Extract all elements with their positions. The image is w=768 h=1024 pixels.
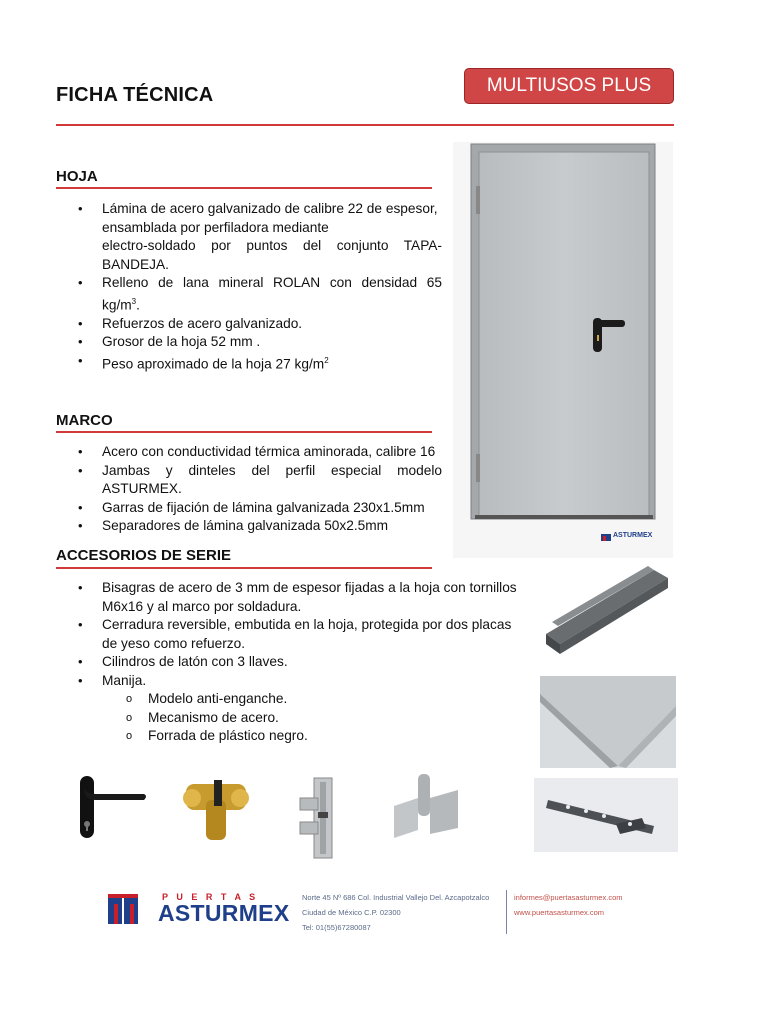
company-logo: [108, 892, 298, 926]
accesorios-list: [56, 579, 530, 746]
list-item: • Jambas y dinteles del perfil especial modelo ASTURMEX.: [56, 462, 442, 499]
header-divider: [56, 124, 674, 126]
list-item: • Peso aproximado de la hoja 27 $kg/m^2$: [56, 352, 442, 374]
anchor-strap-photo: [534, 778, 678, 852]
cylinder-photo: [176, 770, 256, 852]
footer-contact: [514, 890, 622, 920]
list-item: • Acero con conductividad térmica aminorada, calibre 16: [56, 443, 442, 462]
list-item: • Grosor de la hoja 52 mm .: [56, 333, 442, 352]
section-heading-marco: MARCO: [56, 412, 113, 429]
handle-photo: [74, 770, 152, 842]
hinge-photo: [384, 768, 466, 844]
frame-profile-photo: [538, 562, 674, 662]
sub-list-item: o Mecanismo de acero.: [102, 709, 530, 728]
door-caption: ASTURMEX: [613, 532, 653, 539]
list-item: • Cerradura reversible, embutida en la hoja, protegida por dos placas de yeso como refuerzo.: [56, 616, 530, 653]
page-title: FICHA TÉCNICA: [56, 84, 214, 106]
hoja-list: [56, 200, 442, 374]
list-item: • Cilindros de latón con 3 llaves.: [56, 653, 530, 672]
section-heading-hoja: HOJA: [56, 168, 98, 185]
list-item: • Garras de fijación de lámina galvanizada 230x1.5mm: [56, 499, 442, 518]
footer-address: Norte 45 Nº 686 Col. Industrial Vallejo Del. Azcapotzalco Ciudad de México C.P. 02300 Tel: 01(55)67280087: [302, 893, 490, 932]
section-divider-marco: [56, 431, 432, 433]
door-photo: [453, 142, 673, 558]
panel-corner-photo: [540, 676, 676, 768]
section-divider-hoja: [56, 187, 432, 189]
logo-wordmark: ASTURMEX: [158, 900, 290, 926]
email-link[interactable]: informes@puertasasturmex.com: [514, 893, 623, 902]
list-item: • Manija. o Modelo anti-enganche. o Mecanismo de acero. o Forrada de plástico negro.: [56, 672, 530, 746]
model-badge: MULTIUSOS PLUS: [464, 68, 674, 104]
website-link[interactable]: www.puertasasturmex.com: [514, 908, 605, 917]
list-item: • Lámina de acero galvanizado de calibre 22 de espesor, ensamblada por perfiladora mediante electro-soldado por puntos del conjunto TAPA- BANDEJA.: [56, 200, 442, 274]
sub-list-item: o Forrada de plástico negro.: [102, 727, 530, 746]
list-item: • Relleno de lana mineral ROLAN con densidad 65 $kg/m^3$.: [56, 274, 442, 315]
sub-list-item: o Modelo anti-enganche.: [102, 690, 530, 709]
section-divider-accesorios: [56, 567, 432, 569]
lock-photo: [280, 768, 356, 862]
marco-list: [56, 443, 442, 536]
list-item: • Bisagras de acero de 3 mm de espesor fijadas a la hoja con tornillos M6x16 y al marco por soldadura.: [56, 579, 530, 616]
logo-tagline: P U E R T A S: [162, 892, 259, 902]
asturmex-mini-logo: [601, 534, 611, 541]
list-item: • Separadores de lámina galvanizada 50x2.5mm: [56, 517, 442, 536]
footer-divider: [506, 890, 507, 934]
list-item: • Refuerzos de acero galvanizado.: [56, 315, 442, 334]
section-heading-accesorios: ACCESORIOS DE SERIE: [56, 547, 232, 564]
